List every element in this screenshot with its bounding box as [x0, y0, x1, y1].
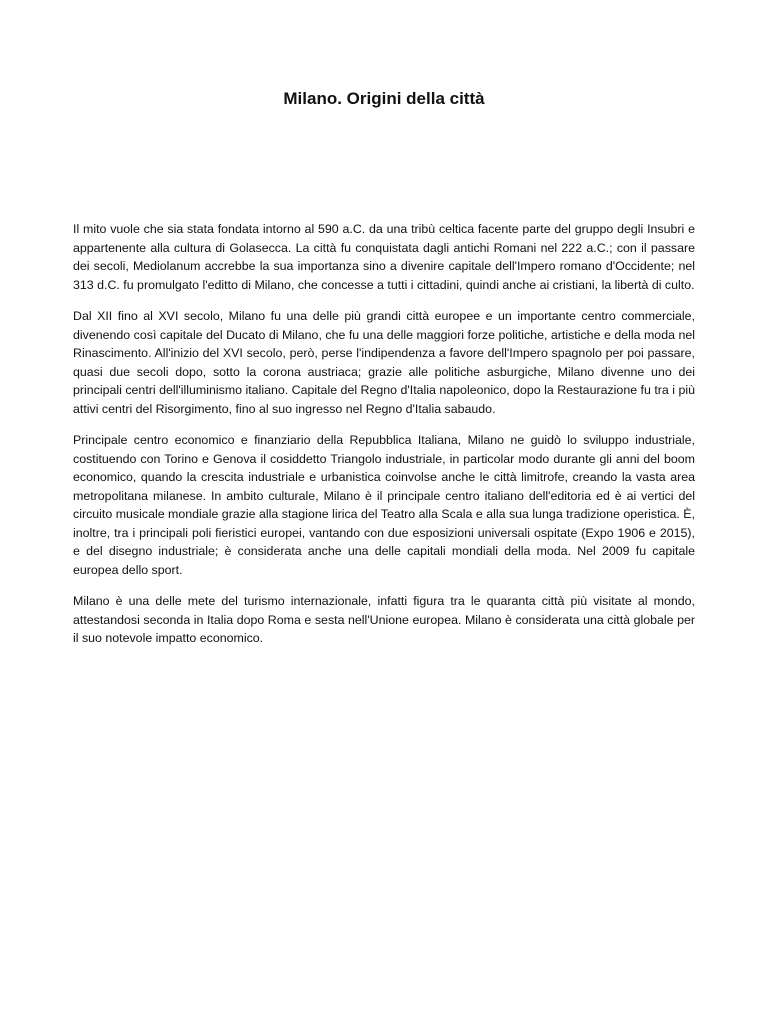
document-title: Milano. Origini della città: [283, 89, 485, 108]
document-body: [73, 220, 695, 661]
paragraph-origins: Il mito vuole che sia stata fondata intorno al 590 a.C. da una tribù celtica facente parte del gruppo degli Insubri e appartenente alla cultura di Golasecca. La città fu conquistata dagli antichi Romani nel 222 a.C.; con il passare dei secoli, Mediolanum accrebbe la sua importanza sino a divenire capitale dell'Impero romano d'Occidente; nel 313 d.C. fu promulgato l'editto di Milano, che concesse a tutti i cittadini, quindi anche ai cristiani, la libertà di culto.: [73, 222, 695, 292]
paragraph-tourism: Milano è una delle mete del turismo internazionale, infatti figura tra le quaranta città più visitate al mondo, attestandosi seconda in Italia dopo Roma e sesta nell'Unione europea. Milano è considerata una città globale per il suo notevole impatto economico.: [73, 594, 695, 645]
paragraph-economy-culture: Principale centro economico e finanziario della Repubblica Italiana, Milano ne guidò lo sviluppo industriale, costituendo con Torino e Genova il cosiddetto Triangolo industriale, in particolar modo durante gli anni del boom economico, quando la crescita industriale e urbanistica coinvolse anche le città limitrofe, creando la vasta area metropolitana milanese. In ambito culturale, Milano è il principale centro italiano dell'editoria ed è ai vertici del circuito musicale mondiale grazie alla stagione lirica del Teatro alla Scala e alla sua lunga tradizione operistica. È, inoltre, tra i principali poli fieristici europei, vantando con due esposizioni universali ospitate (Expo 1906 e 2015), e del disegno industriale; è considerata anche una delle capitali mondiali della moda. Nel 2009 fu capitale europea dello sport.: [73, 433, 695, 577]
paragraph-middle-ages: Dal XII fino al XVI secolo, Milano fu una delle più grandi città europee e un importante centro commerciale, divenendo così capitale del Ducato di Milano, che fu una delle maggiori forze politiche, artistiche e della moda nel Rinascimento. All'inizio del XVI secolo, però, perse l'indipendenza a favore dell'Impero spagnolo per poi passare, quasi due secoli dopo, sotto la corona austriaca; grazie alle politiche asburgiche, Milano divenne uno dei principali centri dell'illuminismo italiano. Capitale del Regno d'Italia napoleonico, dopo la Restaurazione fu tra i più attivi centri del Risorgimento, fino al suo ingresso nel Regno d'Italia sabaudo.: [73, 309, 695, 416]
